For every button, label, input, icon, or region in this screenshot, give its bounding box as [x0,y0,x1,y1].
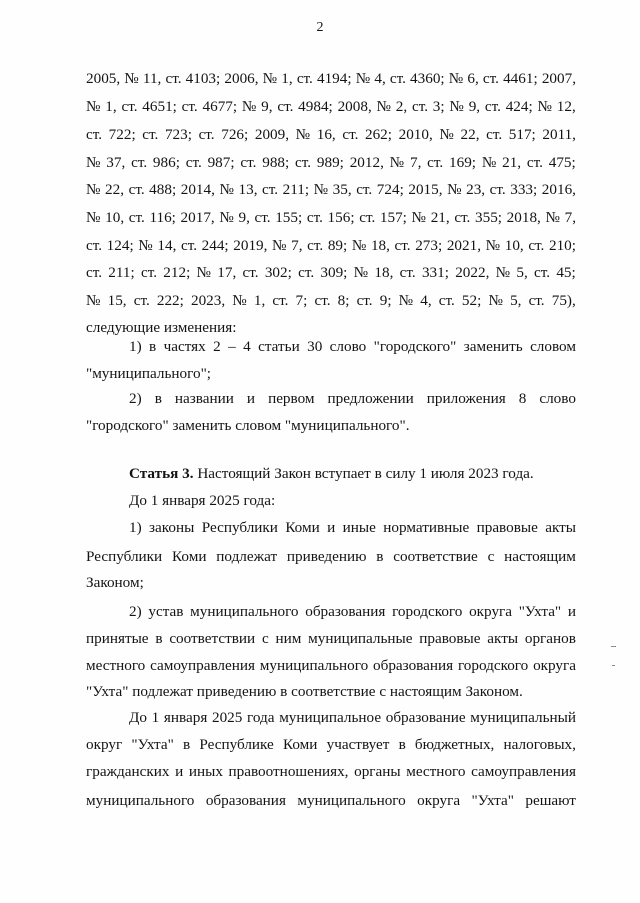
word: соответствии [169,630,256,647]
word: ст. [86,264,103,281]
law-list-line [86,98,576,116]
word: 4360; [410,70,445,87]
word: 475; [548,154,576,171]
word: и [246,390,256,407]
change-item-1-line [129,338,576,356]
word: 10, [504,237,524,254]
word: № [86,292,101,309]
word: правовые [419,630,481,647]
word: приведению [286,548,367,565]
word: названии [174,390,234,407]
word: ст. [128,209,145,226]
word: № [353,264,369,281]
word: 222; [156,292,184,309]
word: ст. [342,126,359,143]
word: городского [392,603,463,620]
word: Коми [172,548,207,565]
final-paragraph-line [129,709,576,727]
word: "Ухта" [518,603,562,620]
changes-intro: следующие изменения: [86,319,237,336]
word: 157; [379,209,407,226]
law-list-line [86,70,576,88]
word: 18, [374,264,394,281]
word: устав [148,603,184,620]
word: 4984; [298,98,333,115]
word: слово [539,390,576,407]
word: ст. [528,237,545,254]
word: 488; [149,181,177,198]
word: № [272,237,287,254]
word: 331; [421,264,449,281]
word: 2007, [541,70,576,87]
word: городского [457,657,529,674]
word: участвует [326,736,390,753]
word: 244; [201,237,229,254]
word: 89; [327,237,348,254]
word: ст. [438,292,455,309]
word: ст. [454,209,471,226]
word: ст. [185,154,202,171]
word: 2006, [224,70,259,87]
word: № [86,154,101,171]
word: "городского" [373,338,457,355]
point-1-line [129,519,576,537]
word: 22, [460,126,480,143]
word: с [261,630,269,647]
word: ст. [295,154,312,171]
word: 6, [467,70,479,87]
word: муниципального [297,792,406,809]
word: Республики [201,519,278,536]
word: ст. [180,237,198,254]
word: № [232,292,247,309]
word: 16, [316,126,336,143]
word: ст. [198,126,215,143]
word: 210; [548,237,576,254]
word: предложении [327,390,414,407]
word: правоотношениях, [228,763,349,780]
word: настоящим [504,548,576,565]
word: 1) [129,338,142,355]
word: 726; [221,126,249,143]
word: № [398,292,414,309]
word: подлежат [216,548,278,565]
word: ст. [389,70,406,87]
word: 4 [243,338,251,355]
until-2025-line: До 1 января 2025 года: [129,492,276,509]
point-1-end: Законом; [86,574,144,591]
word: 2 [213,338,221,355]
law-list-line [86,181,576,199]
word: ст. [131,154,148,171]
word: 2005, [86,70,121,87]
word: № [448,70,464,87]
word: ст. [534,264,551,281]
word: 1, [281,70,293,87]
word: До [129,709,147,726]
word: муниципальное [279,709,382,726]
word: № [86,98,101,115]
word: ст. [240,154,257,171]
word: 2019, [233,237,268,254]
word: 2018, [506,209,541,226]
word: 7, [409,154,422,171]
word: ст. [482,70,499,87]
word: 4651; [142,98,177,115]
word: ст. [356,292,373,309]
word: 37, [106,154,126,171]
word: 2009, [254,126,290,143]
word: № [196,264,212,281]
word: 2014, [180,181,215,198]
word: Коми [285,519,320,536]
word: ст. [181,98,198,115]
word: и [567,603,576,620]
word: 2) [129,390,142,407]
word: 9, [468,98,481,115]
word: 1 [151,709,160,726]
word: образования [205,792,286,809]
word: ст. [262,181,279,198]
word: Республике [199,736,274,753]
word: 212; [163,264,191,281]
word: в [398,736,406,753]
word: 7, [291,237,303,254]
word: 45; [556,264,576,281]
law-list-line [86,237,576,255]
word: "Ухта" [471,792,514,809]
word: в [154,390,162,407]
word: ним [275,630,302,647]
word: 10, [105,209,125,226]
article-3-paragraph [129,465,534,483]
word: муниципальные [308,630,413,647]
word: № [449,98,464,115]
word: 7; [295,292,308,309]
word: муниципальный [470,709,576,726]
word: 2011, [542,126,576,143]
word: 35, [332,181,352,198]
word: 11, [142,70,162,87]
word: ст. [359,209,376,226]
change-item-2-line [129,390,576,408]
word: № [351,237,367,254]
word: ст. [307,237,324,254]
word: органов [524,630,576,647]
word: № [439,126,454,143]
word: 22, [105,181,125,198]
word: 986; [152,154,180,171]
final-paragraph-line [86,763,576,781]
word: Коми [282,736,318,753]
word: гражданских [86,763,170,780]
word: 8 [518,390,527,407]
word: 15, [107,292,127,309]
margin-mark [611,646,616,647]
word: образования [373,657,454,674]
word: 273; [415,237,443,254]
word: ст. [298,264,315,281]
word: ст. [314,292,331,309]
word: года [247,709,275,726]
word: 156; [327,209,355,226]
word: образование [385,709,466,726]
word: № [376,98,392,115]
word: № [313,181,329,198]
word: 4, [374,70,386,87]
word: соответствие [393,548,478,565]
word: № [389,154,405,171]
law-list-line [86,292,576,310]
word: в [376,548,384,565]
word: статьи [258,338,300,355]
word: законы [149,519,195,536]
word: округа [417,792,461,809]
word: 2008, [337,98,372,115]
word: самоуправления [471,763,576,780]
word: 169; [449,154,477,171]
word: № [295,126,311,143]
word: 2012, [349,154,384,171]
word: № [124,70,139,87]
word: ст. [254,209,271,226]
point-1-line [86,548,576,566]
word: 262; [364,126,392,143]
word: 4103; [185,70,221,87]
word: 75), [551,292,576,309]
word: с [487,548,495,565]
word: 17, [217,264,237,281]
word: 5, [510,292,522,309]
word: налоговых, [503,736,576,753]
word: 987; [207,154,235,171]
word: ст. [528,292,545,309]
word: органы [354,763,401,780]
word: словом [530,338,576,355]
word: № [537,98,552,115]
change-item-1-end: "муниципального"; [86,365,212,382]
word: ст. [142,126,159,143]
word: ст. [394,237,411,254]
margin-mark [612,665,615,666]
word: ст. [427,154,444,171]
word: принятые [86,630,149,647]
word: в [155,630,163,647]
word: 2021, [446,237,481,254]
word: № [481,154,497,171]
word: ст. [165,70,182,87]
word: решают [525,792,576,809]
word: 2025 [211,709,243,726]
word: ст. [356,181,373,198]
word: 116; [149,209,176,226]
law-list-line [86,126,576,144]
word: 723; [164,126,192,143]
word: иных [188,763,223,780]
word: 12, [556,98,576,115]
word: № [411,209,427,226]
word: 8; [337,292,350,309]
word: № [138,237,153,254]
word: и [327,519,336,536]
final-paragraph-line [86,736,576,754]
word: нормативные [383,519,470,536]
word: 355; [475,209,503,226]
word: 309; [320,264,348,281]
word: – [228,338,236,355]
word: № [495,264,511,281]
word: 9, [261,98,273,115]
word: "Ухта" [131,736,174,753]
word: № [219,209,234,226]
word: 1, [253,292,266,309]
word: 4461; [503,70,538,87]
word: января [163,709,208,726]
word: 302; [264,264,292,281]
word: 23, [466,181,486,198]
word: 30 [307,338,323,355]
word: 988; [262,154,290,171]
word: 9, [238,209,250,226]
word: 124; [106,237,134,254]
word: 424; [505,98,533,115]
word: ст. [411,98,429,115]
word: ст. [277,98,294,115]
word: 517; [508,126,536,143]
word: ст. [128,181,145,198]
word: акты [545,519,576,536]
word: № [545,209,560,226]
word: ст. [489,181,506,198]
word: 333; [510,181,538,198]
word: № [262,70,278,87]
word: округа [533,657,576,674]
word: 155; [275,209,303,226]
word: ст. [86,237,103,254]
word: № [447,181,462,198]
word: № [355,70,371,87]
page-number: 2 [316,20,324,35]
word: 21, [430,209,450,226]
word: ст. [526,154,543,171]
word: приложения [426,390,506,407]
word: ст. [272,292,289,309]
word: 21, [502,154,522,171]
word: частях [163,338,206,355]
word: в [149,338,157,355]
word: акты [487,630,519,647]
point-2-end: "Ухта" подлежат приведению в соответствие с настоящим Законом. [86,683,523,700]
point-2-line [86,630,576,648]
article-3-heading: Статья 3. [129,465,194,482]
word: в [183,736,191,753]
word: 724; [376,181,404,198]
article-3-text: Настоящий Закон вступает в силу 1 июля 2023 года. [193,465,534,482]
word: № [485,237,501,254]
word: муниципального [190,603,299,620]
word: № [86,209,101,226]
law-list-line [86,209,576,227]
word: 2010, [398,126,433,143]
word: округа [469,603,513,620]
word: 211; [108,264,135,281]
word: слово [329,338,367,355]
change-item-2-end: "городского" заменить словом "муниципального". [86,417,410,434]
word: ст. [399,264,416,281]
word: правовые [476,519,538,536]
word: ст. [486,126,503,143]
word: ст. [140,264,158,281]
word: 2016, [541,181,576,198]
word: ст. [86,126,103,143]
word: 5, [516,264,528,281]
word: 13, [238,181,258,198]
word: муниципального [86,792,195,809]
word: 9; [379,292,392,309]
word: 18, [370,237,390,254]
final-paragraph-line [86,792,576,810]
word: 2017, [180,209,215,226]
word: 14, [157,237,177,254]
word: местного [406,763,466,780]
word: № [86,181,101,198]
word: 4, [420,292,432,309]
word: местного [86,657,146,674]
word: 722; [108,126,136,143]
law-list-line [86,264,576,282]
point-2-line [129,603,576,621]
word: 2015, [408,181,443,198]
word: № [241,98,257,115]
word: округ [86,736,123,753]
word: 211; [282,181,310,198]
word: 3; [432,98,445,115]
word: 4194; [316,70,352,87]
word: 2022, [455,264,490,281]
word: 4677; [202,98,238,115]
word: бюджетных, [414,736,495,753]
word: ст. [242,264,259,281]
word: 2, [395,98,408,115]
word: ст. [306,209,323,226]
word: и [175,763,184,780]
word: 2023, [190,292,226,309]
word: 2) [129,603,142,620]
word: 7, [564,209,576,226]
word: ст. [133,292,150,309]
word: 989; [316,154,344,171]
word: иные [342,519,376,536]
word: первом [268,390,315,407]
word: ст. [296,70,313,87]
word: № [219,181,234,198]
law-list-line [86,154,576,172]
word: заменить [463,338,523,355]
word: ст. [121,98,138,115]
word: 52; [461,292,482,309]
word: 1, [105,98,117,115]
word: ст. [484,98,501,115]
word: Республики [86,548,163,565]
word: самоуправления [150,657,255,674]
word: муниципального [259,657,369,674]
word: № [488,292,503,309]
word: образования [305,603,386,620]
point-2-line [86,657,576,675]
word: 1) [129,519,142,536]
